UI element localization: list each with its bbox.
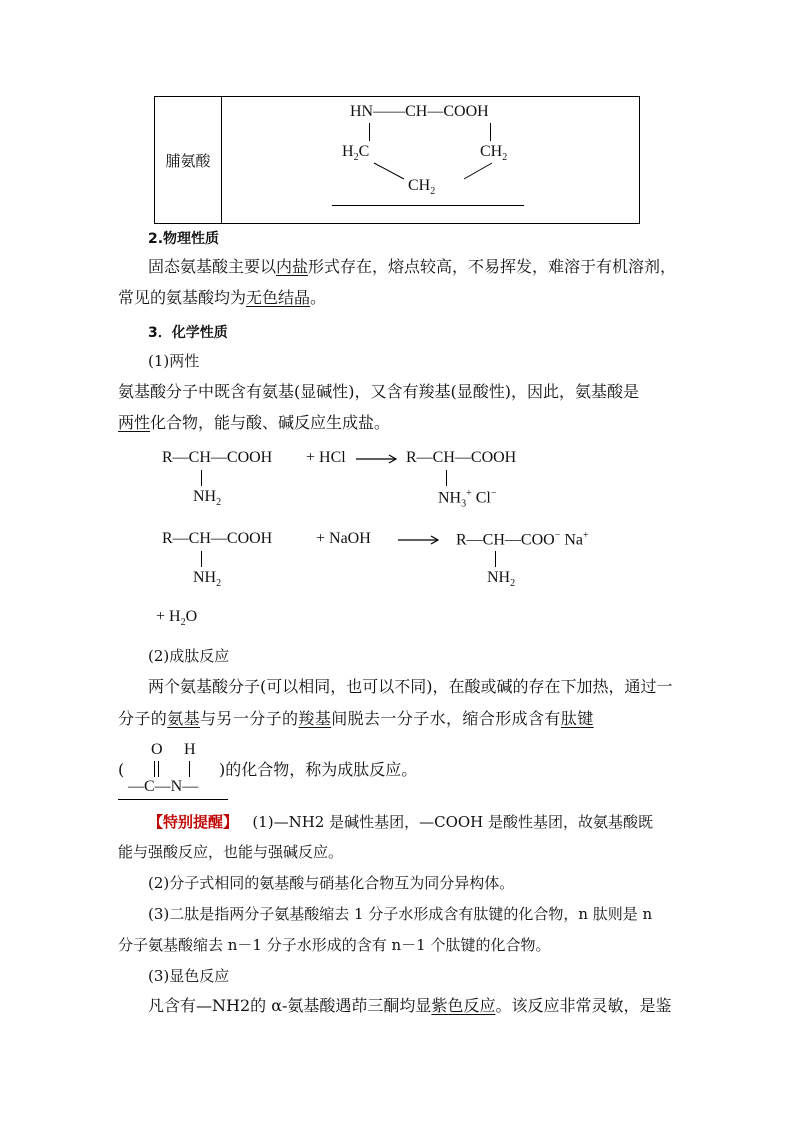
rxn2-arrow — [398, 533, 442, 547]
proline-left-ch2: $H_2C$ — [342, 143, 370, 164]
subheading-amphoteric: (1)两性 — [148, 352, 200, 370]
peptide-double-bond-a — [154, 761, 155, 777]
peptide-double-bond-b — [158, 761, 159, 777]
peptide-line3: )的化合物，称为成肽反应。 — [219, 760, 418, 779]
peptide-bond-o: O — [151, 741, 163, 758]
rxn2-reactant: R—CH—COOH — [162, 530, 273, 547]
underlined-term: 氨基 — [167, 709, 201, 728]
rxn2-reagent: + NaOH — [316, 530, 371, 547]
subheading-color-reaction: (3)显色反应 — [148, 967, 230, 985]
rxn1-reagent: + HCl — [306, 449, 346, 466]
rxn1-reactant: R—CH—COOH — [162, 449, 273, 466]
rxn1-product: R—CH—COOH — [406, 449, 517, 466]
underlined-term: 无色结晶 — [246, 288, 311, 307]
underlined-term: 两性 — [118, 413, 151, 432]
ring-bond-left — [369, 123, 370, 141]
peptide-bond-underline — [118, 799, 228, 800]
table-row-label — [155, 97, 222, 224]
rxn2-product-nh2: $NH_2$ — [487, 569, 516, 590]
proline-bottom-ch2: $CH_2$ — [408, 177, 436, 198]
proline-structure-cell — [222, 97, 640, 224]
underlined-term: 羧基 — [298, 709, 332, 728]
structure-underline — [332, 205, 524, 206]
rxn1-product-sub: $NH_3^+$ Cl− — [438, 488, 497, 510]
proline-table — [154, 96, 640, 224]
physical-paragraph-line2: 常见的氨基酸均为无色结晶。 — [118, 288, 327, 307]
section-heading-chemical: 3．化学性质 — [148, 325, 228, 341]
note-line3: (3)二肽是指两分子氨基酸缩去 1 分子水形成含有肽键的化合物，n 肽则是 n — [148, 905, 653, 923]
physical-paragraph-line1: 固态氨基酸主要以内盐形式存在，熔点较高，不易挥发，难溶于有机溶剂， — [148, 257, 677, 276]
proline-label: 脯氨酸 — [165, 151, 211, 170]
note-line1b: 能与强酸反应，也能与强碱反应。 — [118, 843, 344, 861]
ring-bond-right — [490, 123, 491, 141]
proline-top: HN——CH—COOH — [350, 103, 489, 120]
peptide-paren-open: ( — [118, 760, 125, 779]
note-line3b: 分子氨基酸缩去 n－1 分子水形成的含有 n－1 个肽键的化合物。 — [118, 936, 551, 954]
peptide-line2: 分子的氨基与另一分子的羧基间脱去一分子水，缩合形成含有肽键 — [118, 709, 594, 728]
underlined-term: 肽键 — [560, 709, 594, 728]
underlined-term: 紫色反应 — [431, 996, 496, 1015]
peptide-bond-line: —C—N— — [128, 778, 199, 795]
rxn1-reactant-nh2: $NH_2$ — [193, 488, 222, 509]
rxn1-product-bond — [446, 470, 447, 486]
peptide-line1: 两个氨基酸分子(可以相同，也可以不同)，在酸或碱的存在下加热，通过一 — [148, 677, 673, 696]
subheading-peptide: (2)成肽反应 — [148, 647, 230, 665]
amphoteric-line2: 两性化合物，能与酸、碱反应生成盐。 — [118, 413, 391, 432]
rxn2-product-bond — [495, 551, 496, 567]
peptide-bond-h: H — [184, 741, 196, 758]
amphoteric-line1: 氨基酸分子中既含有氨基(显碱性)，又含有羧基(显酸性)，因此，氨基酸是 — [118, 382, 639, 401]
color-reaction-line: 凡含有—NH2的 α-氨基酸遇茚三酮均显紫色反应。该反应非常灵敏，是鉴 — [148, 996, 672, 1015]
note-tag: 【特别提醒】 — [148, 813, 239, 831]
peptide-nh-bond — [189, 761, 190, 777]
section-heading-physical: 2.物理性质 — [148, 231, 220, 247]
rxn2-product: R—CH—COO− Na+ — [456, 530, 589, 549]
note-line1: 【特别提醒】 (1)—NH2 是碱性基团，—COOH 是酸性基团，故氨基酸既 — [148, 813, 654, 831]
proline-right-ch2: $CH_2$ — [480, 143, 508, 164]
rxn2-reactant-bond — [201, 551, 202, 567]
rxn1-reactant-bond — [201, 470, 202, 486]
rxn2-byproduct: + $H_2O$ — [156, 608, 198, 629]
underlined-term: 内盐 — [276, 257, 309, 276]
ring-bonds-bottom — [372, 161, 502, 183]
rxn2-reactant-nh2: $NH_2$ — [193, 569, 222, 590]
rxn1-arrow — [356, 452, 400, 466]
note-line2: (2)分子式相同的氨基酸与硝基化合物互为同分异构体。 — [148, 874, 515, 892]
